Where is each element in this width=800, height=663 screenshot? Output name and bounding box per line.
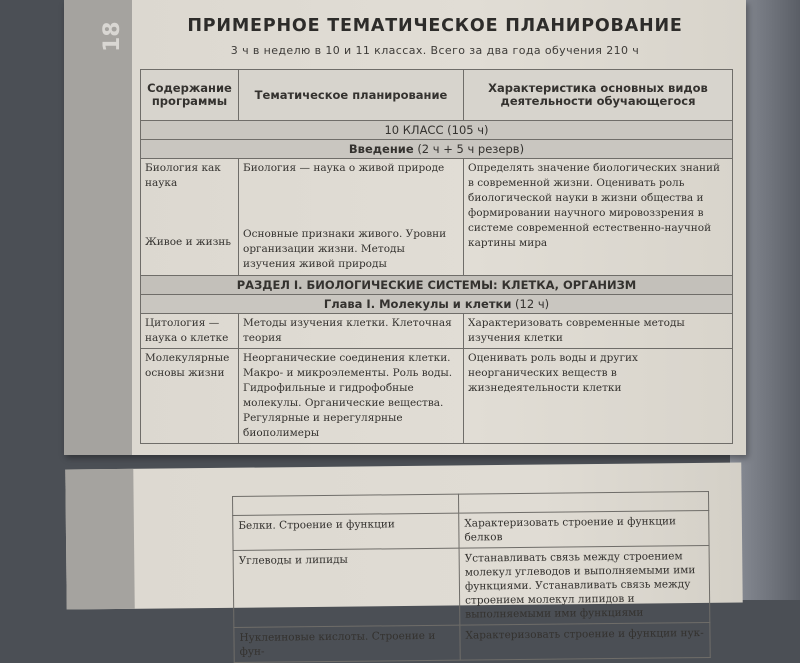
table-row (233, 511, 709, 551)
planning-cell: Нуклеиновые кислоты. Строение и фун- (234, 625, 460, 662)
page-margin-strip (65, 469, 134, 610)
planning-cell: Белки. Строение и функции (233, 513, 459, 550)
section-row (141, 276, 733, 295)
header-activity: Характеристика основных видов деятельности обучающегося (464, 70, 733, 121)
table-row (141, 314, 733, 349)
intro-title: Введение (348, 142, 414, 156)
chapter-row (141, 295, 733, 314)
section-title: РАЗДЕЛ I. БИОЛОГИЧЕСКИЕ СИСТЕМЫ: КЛЕТКА, ОРГАНИЗМ (141, 276, 733, 295)
content-item: Живое и жизнь (145, 236, 232, 248)
activity-cell: Характеризовать строение и функции белков (459, 511, 709, 549)
chapter-title: Глава I. Молекулы и клетки (323, 297, 512, 311)
table-row (234, 623, 710, 663)
planning-table (140, 69, 733, 444)
table-row (141, 349, 733, 444)
planning-cell: Методы изучения клетки. Клеточная теория (239, 314, 464, 349)
page-title: ПРИМЕРНОЕ ТЕМАТИЧЕСКОЕ ПЛАНИРОВАНИЕ (187, 16, 683, 36)
planning-cell (239, 159, 464, 276)
header-planning: Тематическое планирование (239, 70, 464, 121)
activity-cell: Оценивать роль воды и других неорганических веществ в жизнедеятельности клетки (464, 349, 733, 444)
class-label: 10 КЛАСС (105 ч) (141, 121, 733, 140)
intro-row (141, 140, 733, 159)
content-cell (141, 159, 239, 276)
page-number: 18 (100, 21, 125, 52)
content-item: Биология как наука (145, 162, 221, 189)
planning-item: Биология — наука о живой природе (243, 162, 445, 174)
intro-hours: (2 ч + 5 ч резерв) (417, 142, 525, 156)
planning-table-continued (232, 491, 711, 663)
content-cell: Цитология — наука о клетке (141, 314, 239, 349)
planning-cell: Неорганические соединения клетки. Макро- и микроэлементы. Роль воды. Гидрофильные и гидрофобные молекулы. Органические вещества. Регулярные и нерегулярные биополимеры (239, 349, 464, 444)
chapter-hours: (12 ч) (515, 297, 550, 311)
table-row (141, 159, 733, 276)
header-content: Содержание программы (141, 70, 239, 121)
planning-item: Основные признаки живого. Уровни организации жизни. Методы изучения живой природы (243, 228, 447, 270)
activity-cell: Устанавливать связь между строением молекул углеводов и выполняемыми ими функциями. Устанавливать связь между строением молекул липидов и выполняемыми ими функциями (459, 546, 710, 626)
page-subtitle: 3 ч в неделю в 10 и 11 классах. Всего за два года обучения 210 ч (230, 44, 640, 57)
table-row (233, 546, 710, 628)
activity-cell: Определять значение биологических знаний в современной жизни. Оценивать роль биологической науки в жизни общества и формировании научного мировоззрения в системе современной естественно-научной картины мира (464, 159, 733, 276)
class-row (141, 121, 733, 140)
activity-cell: Характеризовать строение и функции нук- (460, 623, 710, 661)
table-header-row (141, 70, 733, 121)
activity-cell: Характеризовать современные методы изучения клетки (464, 314, 733, 349)
intro-heading (141, 140, 733, 159)
content-cell: Молекулярные основы жизни (141, 349, 239, 444)
planning-cell: Углеводы и липиды (233, 548, 460, 627)
page-margin-strip (64, 0, 132, 455)
chapter-heading (141, 295, 733, 314)
